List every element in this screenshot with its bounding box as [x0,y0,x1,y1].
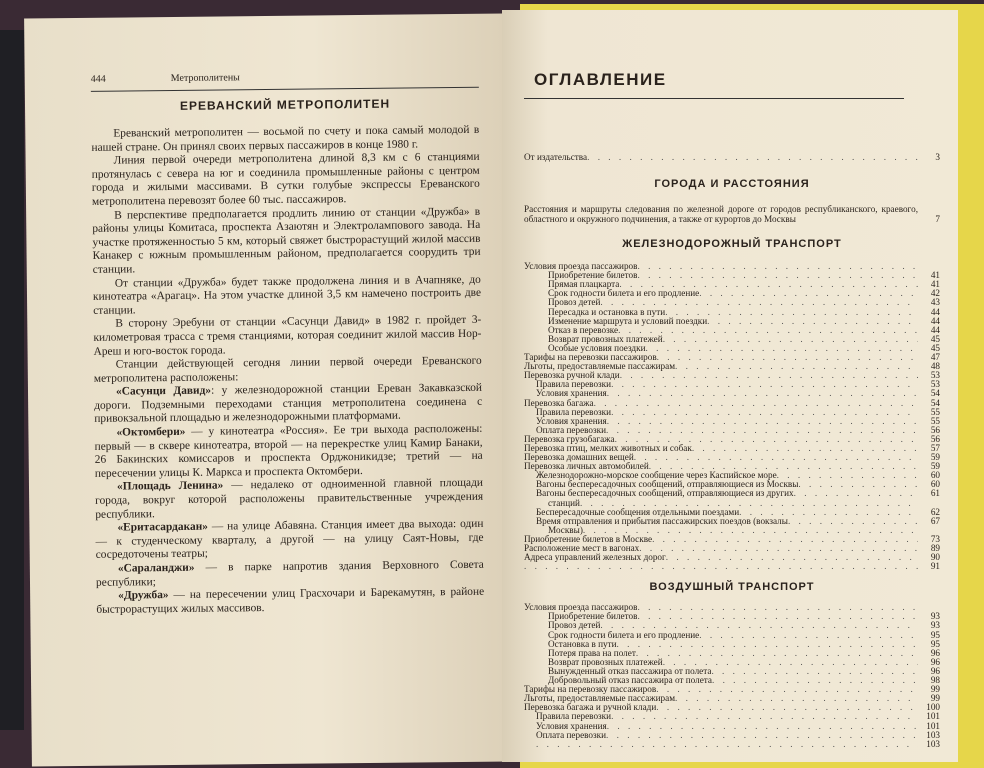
article-paragraph [96,559,484,590]
toc-page: 93 [930,611,940,622]
toc-label: Правила перевозки [536,712,612,722]
article-paragraph [95,477,483,522]
section-heading: ГОРОДА И РАССТОЯНИЯ [654,178,810,191]
toc-entry [524,621,940,630]
article-title: ЕРЕВАНСКИЙ МЕТРОПОЛИТЕН [179,96,391,113]
toc-entry [524,722,940,731]
toc-page: 95 [930,629,940,640]
toc-page: 41 [930,279,940,290]
toc-label: Правила перевозки [536,407,612,417]
toc-entry [524,694,940,703]
toc-entry [524,389,940,398]
toc-page: 62 [930,506,940,517]
article-body [91,124,484,617]
toc-entry [524,280,940,289]
toc-page: 56 [930,433,940,444]
paragraph-text: Линия первой очереди метрополитена длиной 8,3 км с 6 станциями протянулась с севера на юг и соединила промышленные районы с центром города и жилыми массивами. В сутки голубые экспрессы Ереванского метрополитена перевозят более 60 тыс. пассажиров. [91,150,480,208]
toc-page: 99 [930,684,940,695]
toc-label: Особые условия поездки [548,343,646,353]
paragraph-text: От станции «Дружба» будет также продолжена линия и в Ачапняке, до кинотеатра «Арагац». На этом участке длиной 3,5 км намечено построить две станции. [92,273,482,317]
toc-entry [524,712,940,721]
toc-page: 91 [930,561,940,572]
toc-rail-list [524,262,940,571]
toc-page: 67 [930,515,940,526]
toc-page: 44 [930,324,940,335]
toc-label: Время отправления и прибытия пассажирских поездов (вокзалы [536,516,788,526]
toc-label: Вагоны беспересадочных сообщений, отправляющиеся из Москвы [536,480,799,490]
toc-page: 95 [930,638,940,649]
toc-title: ОГЛАВЛЕНИЕ [534,70,667,89]
toc-label: Отказ в перевозке [548,325,619,335]
toc-page: 44 [930,306,940,317]
toc-label: Перевозка багажа и ручной клади [524,703,657,713]
station-name: «Дружба» [118,589,169,602]
toc-entry [524,353,940,362]
toc-page: 55 [930,415,940,426]
toc-entry [524,326,940,335]
article-paragraph [92,151,481,209]
toc-label: Перевозка багажа [524,398,594,408]
toc-label: станций [548,498,580,508]
toc-page: 7 [935,214,940,225]
toc-label: Вынужденный отказ пассажира от полета [548,666,712,676]
running-head-title: Метрополитены [170,72,240,85]
toc-page: 96 [930,656,940,667]
toc-label: Остановка в пути [548,639,617,649]
toc-air-list [524,603,940,749]
toc-entry [524,740,940,749]
paragraph-text: — недалеко от одноименной главной площади города, вокруг которой расположены правительственные учреждения республики. [95,477,484,521]
toc-label: Перевозка домашних вещей [524,453,634,463]
toc-entry [524,471,940,480]
paragraph-text: — на улице Абавяна. Станция имеет два выхода: один — к студенческому кварталу, а другой — на улицу Саят-Новы, где сосредоточены театры; [95,517,484,562]
toc-page: 103 [926,738,940,749]
head-rule [91,87,479,92]
running-head [91,70,479,85]
toc-entry [524,271,940,280]
toc-label: Возврат провозных платежей [548,657,663,667]
toc-entry [524,544,940,553]
toc-page: 45 [930,342,940,353]
toc-label: Расстояния и маршруты следования по железной дороге от городов республиканского, краевого, областного и окружного подчинения, а также от курортов до Москвы [524,204,918,225]
toc-entry [524,562,940,571]
toc-label: Беспересадочные сообщения отдельными поездами [536,507,740,517]
article-paragraph [91,124,479,155]
station-name: «Октомбери» [116,425,186,439]
toc-entry [524,631,940,640]
toc-entry [524,535,940,544]
toc-label: Перевозка птиц, мелких животных и собак [524,443,692,453]
toc-label: Оплата перевозки [536,730,607,740]
article-paragraph [93,314,481,359]
toc-label: Перевозка ручной клади [524,371,620,381]
toc-page: 101 [926,720,940,731]
toc-entry [524,603,940,612]
paragraph-text: Ереванский метрополитен — восьмой по счету и пока самый молодой в нашей стране. Он принял своих первых пассажиров в конце 1980 г. [91,123,480,154]
toc-label: Провоз детей [548,621,601,631]
paragraph-text: В сторону Эребуни от станции «Сасунци Давид» в 1982 г. пройдет 3-километровая трасса с тремя станциями, которая соединит жилой массив Нор-Ареш и юго-восток города. [93,314,482,358]
toc-label: Приобретение билетов [548,271,638,281]
toc-label: Условия проезда пассажиров [524,262,638,272]
toc-page: 59 [930,461,940,472]
article-paragraph [94,355,482,386]
toc-label: Срок годности билета и его продление [548,289,700,299]
toc-page: 99 [930,693,940,704]
toc-entry [524,371,940,380]
toc-entry [524,362,940,371]
toc-page: 98 [930,675,940,686]
paragraph-text: — на пересечении улиц Грасхочари и Барекамутян, в районе быстрорастущих жилых массивов. [96,585,485,616]
station-name: «Площадь Ленина» [116,479,224,494]
toc-page: 60 [930,479,940,490]
toc-label: Изменение маршрута и условий поездки [548,316,708,326]
toc-label: Приобретение билетов [548,612,638,622]
toc-page: 96 [930,647,940,658]
article-paragraph [92,205,481,277]
toc-entry [524,289,940,298]
toc-entry [524,517,940,526]
toc-entry [524,335,940,344]
article-paragraph [93,273,481,318]
toc-entry [524,453,940,462]
toc-label: Приобретение билетов в Москве [524,534,653,544]
toc-page: 73 [930,533,940,544]
article-paragraph [94,382,482,427]
toc-entry [524,408,940,417]
toc-entry [524,399,940,408]
toc-label: Москвы) [548,525,583,535]
toc-entry [524,526,940,535]
toc-entry [524,508,940,517]
toc-entry [524,640,940,649]
toc-entry [524,649,940,658]
toc-page: 96 [930,665,940,676]
toc-entry [524,317,940,326]
toc-entry [524,658,940,667]
toc-page: 93 [930,620,940,631]
toc-page: 48 [930,361,940,372]
toc-label: Оплата перевозки [536,425,607,435]
toc-page: 60 [930,470,940,481]
toc-label: Пересадка и остановка в пути [548,307,666,317]
toc-page: 57 [930,442,940,453]
toc-entry [524,204,940,224]
toc-entry [524,703,940,712]
toc-page: 61 [930,488,940,499]
toc-entry [524,731,940,740]
toc-label: Условия проезда пассажиров [524,603,638,613]
toc-entry [524,426,940,435]
toc-page: 54 [930,397,940,408]
toc-entry [524,676,940,685]
toc-label: Условия хранения [536,389,607,399]
toc-page: 53 [930,379,940,390]
toc-entry [524,667,940,676]
paragraph-text: : у железнодорожной станции Ереван Закавказской дороги. Подземными переходами станция метрополитена соединена с привокзальной площадью и железнодорожными платформами. [94,382,483,426]
right-page [502,10,958,762]
toc-entry [524,262,940,271]
article-paragraph [94,423,483,481]
toc-page: 55 [930,406,940,417]
toc-entry [524,153,940,162]
toc-page: 3 [935,152,940,162]
station-name: «Сараланджи» [117,561,195,575]
toc-entry [524,435,940,444]
toc-label: Льготы, предоставляемые пассажирам [524,362,676,372]
station-name: «Еритасардакан» [117,520,208,534]
toc-entry [524,344,940,353]
toc-page: 56 [930,424,940,435]
toc-label: Условия хранения [536,721,607,731]
toc-label: Адреса управлений железных дорог [524,553,666,563]
toc-page: 43 [930,297,940,308]
toc-entry [524,444,940,453]
section-heading: ВОЗДУШНЫЙ ТРАНСПОРТ [649,581,815,594]
book-cover-edge [0,30,24,730]
toc-label: Тарифы на перевозки пассажиров [524,353,657,363]
toc-page: 89 [930,543,940,553]
toc-page: 44 [930,315,940,326]
toc-entry [524,298,940,307]
toc-entry [524,462,940,471]
article-paragraph [95,518,483,563]
toc-entry [524,308,940,317]
toc-page: 59 [930,452,940,463]
toc-page: 47 [930,352,940,363]
toc-label: Вагоны беспересадочных сообщений, отправляющиеся из других [536,489,794,499]
toc-label: Тарифы на перевозку пассажиров [524,685,657,695]
toc-page: 101 [926,711,940,722]
toc-label: От издательства [524,153,588,162]
toc-page: 41 [930,270,940,281]
toc-label: Возврат провозных платежей [548,334,663,344]
toc-page: 42 [930,288,940,299]
toc-label: Условия хранения [536,416,607,426]
toc-page: 103 [926,729,940,740]
paragraph-text: — в парке напротив здания Верховного Совета республики; [95,558,484,589]
toc-label: Срок годности билета и его продление [548,630,700,640]
toc-label: Перевозка личных автомобилей [524,462,649,472]
toc-page: 53 [930,370,940,381]
toc-rule [524,98,904,99]
toc-entry [524,685,940,694]
toc-entry [524,480,940,489]
section-heading: ЖЕЛЕЗНОДОРОЖНЫЙ ТРАНСПОРТ [622,238,842,251]
paragraph-text: — у кинотеатра «Россия». Ее три выхода расположены: первый — в сквере кинотеатра, второй — на перекрестке улиц Камир Банаки, 26 Бакинских комиссаров и проспекта Орджоникидзе; третий — на пересечении улицы К. Маркса и проспекта Октомбери. [94,422,483,480]
toc-entry [524,612,940,621]
toc-entry [524,499,940,508]
toc-page: 100 [926,702,940,713]
toc-entry [524,553,940,562]
toc-entry [524,489,940,498]
station-name: «Сасунци Давид» [115,384,212,398]
toc-page: 90 [930,552,940,563]
page-number: 444 [90,73,106,85]
toc-page: 45 [930,333,940,344]
toc-entry [524,417,940,426]
left-page [24,14,512,767]
paragraph-text: Станции действующей сегодня линии первой очереди Ереванского метрополитена расположены: [93,354,482,385]
toc-label: Расположение мест в вагонах [524,544,640,553]
toc-page: 54 [930,388,940,399]
toc-label: Перевозка грузобагажа [524,434,615,444]
toc-entry [524,380,940,389]
toc-label: Провоз детей [548,298,601,308]
toc-label: Железнодорожно-морское сообщение через Каспийское море [536,471,777,481]
toc-label: Прямая плацкарта [548,280,620,290]
paragraph-text: В перспективе предполагается продлить линию от станции «Дружба» в районы улицы Комитаса, проспекта Азаютян и Электролампового завода. На участке протяженностью 5 км, который свяжет быстрорастущий жилой массив Канакер с южным промышленным районом, предполагается соорудить три станции. [92,205,481,276]
toc-label: Добровольный отказ пассажира от полета [548,676,712,686]
toc-label: Потеря права на полет [548,648,636,658]
article-paragraph [96,586,484,617]
toc-label: Льготы, предоставляемые пассажирам [524,694,676,704]
toc-label: Правила перевозки [536,380,612,390]
